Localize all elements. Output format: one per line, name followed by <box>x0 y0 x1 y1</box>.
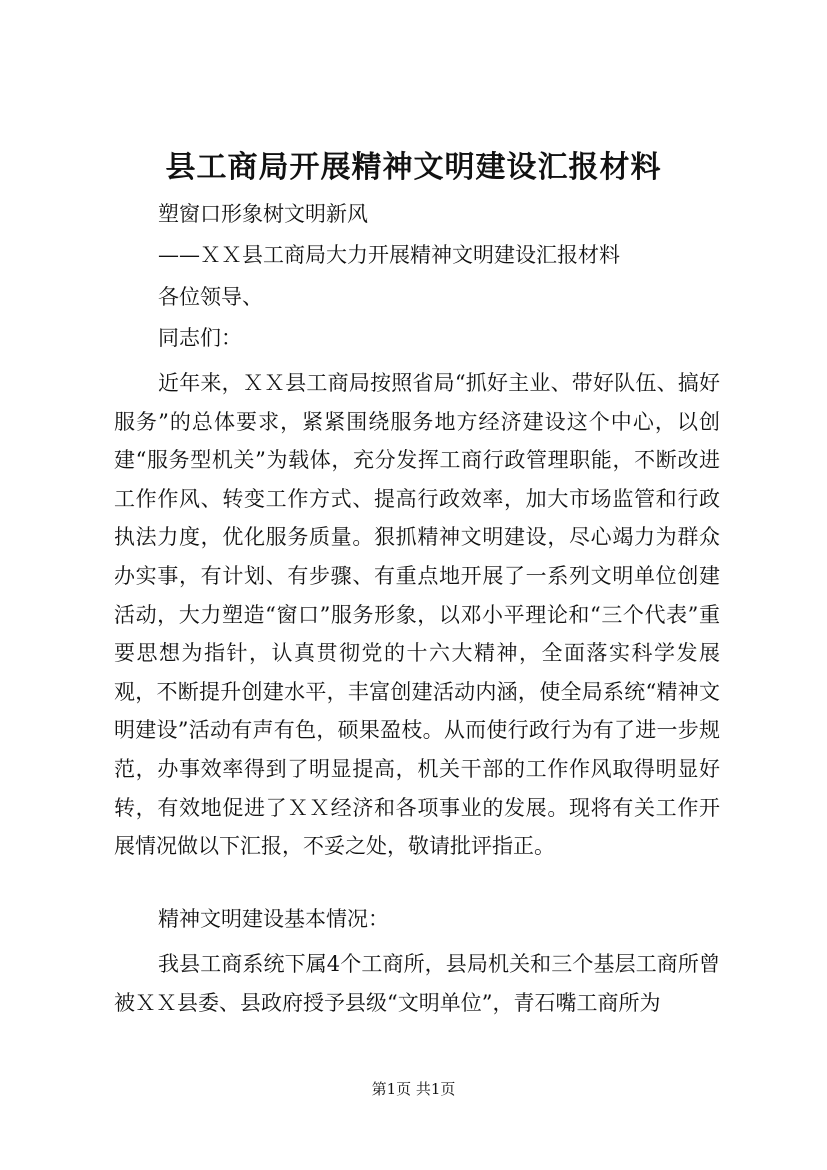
salutation-leaders: 各位领导、 <box>158 285 263 309</box>
subtitle-slogan: 塑窗口形象树文明新风 <box>158 202 368 226</box>
section-heading: 精神文明建设基本情况： <box>158 907 389 931</box>
body-paragraph-overview: 我县工商系统下属4个工商所，县局机关和三个基层工商所曾被ＸＸ县委、县政府授予县级“文明单位”，青石嘴工商所为 <box>114 952 720 1015</box>
document-title: 县工商局开展精神文明建设汇报材料 <box>165 150 662 185</box>
page-number-footer: 第1页 共1页 <box>371 1080 456 1098</box>
subtitle-report-name: ——ＸＸ县工商局大力开展精神文明建设汇报材料 <box>158 243 620 267</box>
salutation-comrades: 同志们： <box>158 326 242 350</box>
body-paragraph-intro: 近年来，ＸＸ县工商局按照省局“抓好主业、带好队伍、搞好服务”的总体要求，紧紧围绕服务地方经济建设这个中心，以创建“服务型机关”为载体，充分发挥工商行政管理职能，不断改进工作作风、转变工作方式、提高行政效率，加大市场监管和行政执法力度，优化服务质量。狠抓精神文明建设，尽心竭力为群众办实事，有计划、有步骤、有重点地开展了一系列文明单位创建活动，大力塑造“窗口”服务形象，以邓小平理论和“三个代表”重要思想为指针，认真贯彻党的十六大精神，全面落实科学发展观，不断提升创建水平，丰富创建活动内涵，使全局系统“精神文明建设”活动有声有色，硕果盈枝。从而使行政行为有了进一步规范，办事效率得到了明显提高，机关干部的工作作风取得明显好转，有效地促进了ＸＸ经济和各项事业的发展。现将有关工作开展情况做以下汇报，不妥之处，敬请批评指正。 <box>114 371 720 859</box>
